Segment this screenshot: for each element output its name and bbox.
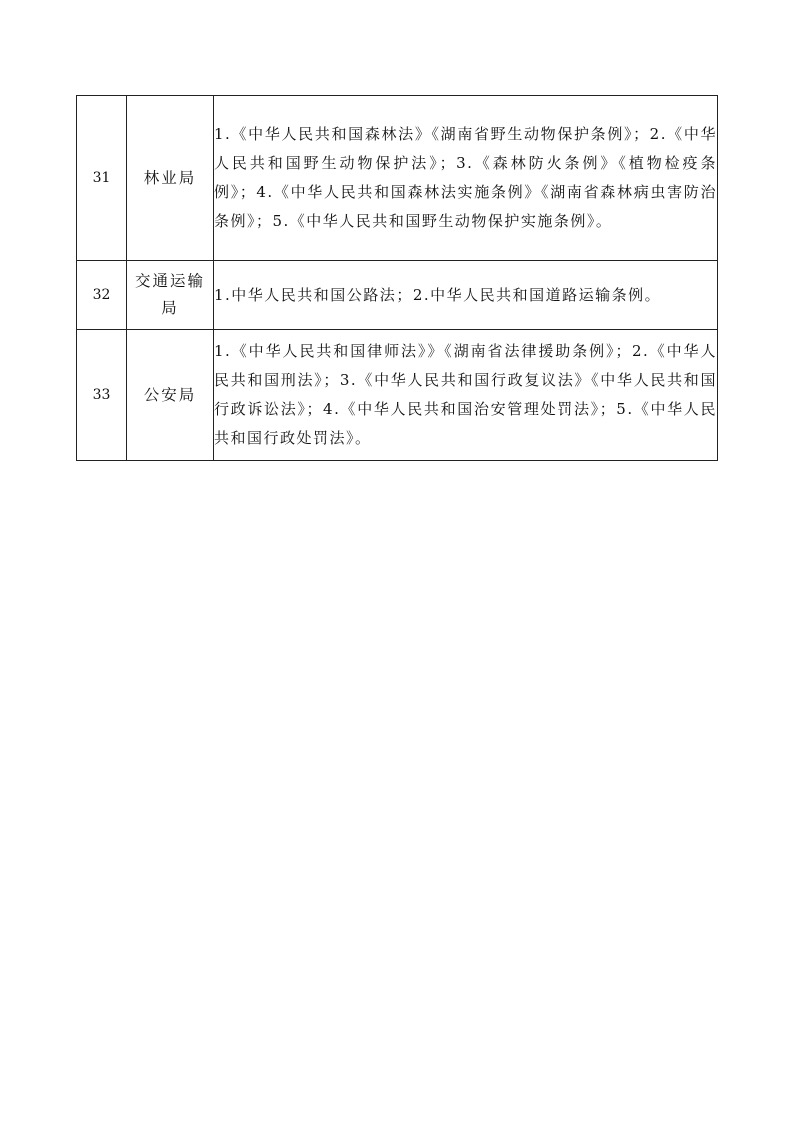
law-list: 1.《中华人民共和国律师法》》《湖南省法律援助条例》；2.《中华人民共和国刑法》；3.《中华人民共和国行政复议法》《中华人民共和国行政诉讼法》；4.《中华人民共和国治安管理处罚法》；5.《中华人民共和国行政处罚法》。 bbox=[214, 330, 718, 461]
row-number: 31 bbox=[77, 96, 127, 261]
department-name: 林业局 bbox=[127, 96, 214, 261]
law-table bbox=[76, 95, 718, 461]
row-number: 32 bbox=[77, 261, 127, 330]
table-row bbox=[77, 261, 718, 330]
table-row bbox=[77, 330, 718, 461]
row-number: 33 bbox=[77, 330, 127, 461]
table-row bbox=[77, 96, 718, 261]
department-name: 公安局 bbox=[127, 330, 214, 461]
law-list: 1.《中华人民共和国森林法》《湖南省野生动物保护条例》；2.《中华人民共和国野生动物保护法》；3.《森林防火条例》《植物检疫条例》；4.《中华人民共和国森林法实施条例》《湖南省森林病虫害防治条例》；5.《中华人民共和国野生动物保护实施条例》。 bbox=[214, 96, 718, 261]
department-name: 交通运输局 bbox=[127, 261, 214, 330]
law-list: 1.中华人民共和国公路法；2.中华人民共和国道路运输条例。 bbox=[214, 261, 718, 330]
